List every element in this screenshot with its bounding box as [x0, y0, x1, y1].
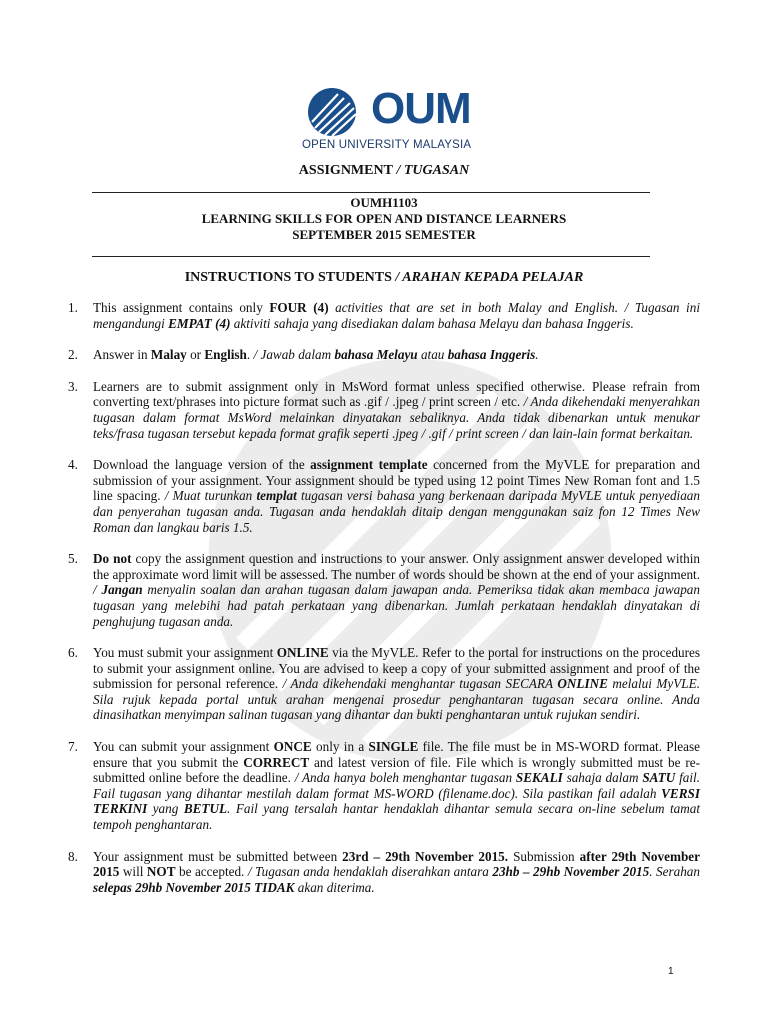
item-text: Submission — [508, 848, 580, 864]
item-text: / — [93, 582, 102, 598]
assignment-title — [0, 163, 768, 179]
instructions-separator: / — [391, 270, 403, 285]
logo-wordmark: OUM — [371, 84, 471, 133]
item-text: . — [535, 347, 539, 363]
item-text: aktiviti sahaja yang disediakan dalam bahasa Melayu dan bahasa Inggeris. — [230, 315, 634, 331]
item-number: 8. — [68, 848, 78, 864]
item-text: menyalin soalan dan arahan tugasan dalam jawapan anda. Pemeriksa tidak akan membaca jawapan tugasan yang melebihi had patah perkataan yang dibenarkan. Jumlah perkataan hendaklah dinyatakan di penghujung tugasan anda. — [93, 582, 700, 629]
item-text: only in a — [311, 739, 369, 755]
item-text: / Jawab dalam — [253, 347, 335, 363]
item-text: melalui MyVLE. Sila rujuk kepada portal untuk arahan mengenai prosedur penghantaran tugasan secara online. Anda dinasihatkan menyimpan salinan tugasan yang dihantar dan bukti penghantaran untuk rujukan sendiri. — [93, 676, 700, 723]
item-number: 2. — [68, 347, 78, 363]
item-text: Learners are to submit assignment only in MsWord format unless specified otherwise. Please refrain from converting text/phrases into picture format such as .gif / .jpeg / print screen / etc. — [93, 378, 700, 410]
course-semester: SEPTEMBER 2015 SEMESTER — [292, 227, 476, 242]
item-text: or — [186, 347, 205, 363]
item-text: / Anda dikehendaki menghantar tugasan SECARA — [282, 676, 558, 692]
item-text: / Muat turunkan — [164, 488, 257, 504]
item-text: EMPAT (4) — [168, 315, 231, 331]
item-text: after 29th November 2015 — [93, 848, 700, 880]
assignment-title-my: TUGASAN — [403, 163, 470, 178]
item-text: Malay — [150, 347, 187, 363]
item-text: SINGLE — [368, 739, 419, 755]
item-number: 6. — [68, 645, 78, 661]
item-text: You can submit your assignment — [93, 739, 274, 755]
item-text: Jangan — [101, 582, 143, 598]
item-text: concerned from the MyVLE for preparation and submission of your assignment. Your assignment should be typed using 12 point Times New Roman font and 1.5 line spacing. — [93, 457, 700, 504]
item-text: will — [119, 864, 147, 880]
item-text: FOUR (4) — [269, 300, 329, 315]
item-text: . Serahan — [649, 864, 700, 880]
item-text: atau — [417, 347, 448, 363]
item-text: templat — [256, 488, 297, 504]
item-text: English — [204, 347, 247, 363]
item-text: / Anda dikehendaki menyerahkan tugasan dalam format MsWord melainkan dinyatakan sebaliknya. Anda tidak dibenarkan untuk menukar teks/frasa tugasan tersebut kepada format grafik seperti .jpeg / .gif / print screen / dan lain-lain format berkaitan. — [93, 394, 700, 441]
item-text: This assignment contains only — [93, 300, 270, 315]
item-text: yang — [147, 801, 184, 817]
item-text: and latest version of file. File which is wrongly submitted must be re-submitted online before the deadline. — [93, 754, 700, 786]
instruction-item — [68, 347, 700, 363]
item-text: NOT — [146, 864, 176, 880]
instructions-heading — [0, 270, 768, 286]
item-text: tugasan versi bahasa yang berkenaan daripada MyVLE untuk penyediaan dan penyerahan tugasan anda. Tugasan anda hendaklah ditaip dengan menggunakan saiz fon 12 Times New Roman dan langkau baris 1.5. — [93, 488, 700, 535]
item-text: VERSI TERKINI — [93, 785, 700, 817]
instruction-item — [68, 379, 700, 441]
item-text: ONLINE — [276, 645, 329, 661]
item-text: BETUL — [183, 801, 228, 817]
instruction-item — [68, 457, 700, 535]
item-text: SEKALI — [515, 770, 563, 786]
item-text: bahasa Melayu — [334, 347, 418, 363]
item-text: assignment template — [310, 457, 428, 473]
item-text: file. The file must be in MS-WORD format. Please ensure that you submit the — [93, 739, 700, 770]
item-text: . — [246, 347, 254, 363]
item-text: 23hb – 29hb November 2015 — [492, 864, 650, 880]
item-text: CORRECT — [243, 754, 310, 770]
item-number: 3. — [68, 378, 78, 394]
item-text: SATU — [642, 770, 676, 786]
item-number: 1. — [68, 300, 78, 315]
item-text: Download the language version of the — [93, 457, 311, 473]
item-text: fail. Fail tugasan yang dihantar mestilah dalam format MS-WORD (filename.doc). Sila pastikan fail adalah — [93, 770, 700, 801]
instruction-item — [68, 645, 700, 723]
item-text: via the MyVLE. Refer to the portal for instructions on the procedures to submit your assignment online. You are advised to keep a copy of your submitted assignment and proof of the submission for personal reference. — [93, 645, 701, 692]
item-text: selepas 29hb November 2015 TIDAK — [93, 879, 295, 895]
item-number: 5. — [68, 551, 78, 567]
item-text: ONCE — [273, 739, 312, 755]
instruction-item — [68, 300, 700, 331]
item-text: 23rd – 29th November 2015. — [342, 848, 509, 864]
item-text: You must submit your assignment — [93, 645, 277, 661]
course-code: OUMH1103 — [350, 195, 418, 210]
item-text: akan diterima. — [294, 879, 375, 895]
item-text: ONLINE — [557, 676, 608, 692]
item-text: Your assignment must be submitted between — [93, 848, 343, 864]
item-text: activities that are set in both Malay and English. / Tugasan ini mengandungi — [93, 300, 700, 331]
item-text: sahaja dalam — [562, 770, 643, 786]
item-text: Do not — [93, 551, 132, 567]
item-text: / Tugasan anda hendaklah diserahkan antara — [247, 864, 493, 880]
logo-subtitle: OPEN UNIVERSITY MALAYSIA — [302, 139, 472, 151]
instructions-heading-en: INSTRUCTIONS TO STUDENTS — [184, 270, 392, 285]
item-number: 4. — [68, 457, 78, 473]
instructions-heading-my: ARAHAN KEPADA PELAJAR — [402, 270, 584, 285]
assignment-title-en: ASSIGNMENT — [298, 163, 393, 178]
instructions-list — [68, 300, 700, 911]
item-number: 7. — [68, 739, 78, 755]
instruction-item — [68, 551, 700, 629]
item-text: Answer in — [93, 347, 151, 363]
item-text: be accepted. — [175, 864, 248, 880]
instruction-item — [68, 739, 700, 833]
item-text: bahasa Inggeris — [447, 347, 536, 363]
course-name: LEARNING SKILLS FOR OPEN AND DISTANCE LEARNERS — [201, 211, 567, 226]
top-divider — [92, 192, 650, 193]
item-text: copy the assignment question and instructions to your answer. Only assignment answer developed within the approximate word limit will be assessed. The number of words should be shown at the end of your assignment. — [93, 551, 700, 582]
bottom-divider — [92, 256, 650, 257]
course-block — [0, 195, 768, 243]
title-separator: / — [392, 163, 404, 178]
instruction-item — [68, 849, 700, 896]
item-text: / Anda hanya boleh menghantar tugasan — [294, 770, 516, 786]
page-number: 1 — [668, 966, 674, 977]
item-text: . Fail yang tersalah hantar hendaklah dihantar semula secara on-line sebelum tamat tempoh penghantaran. — [93, 801, 700, 833]
